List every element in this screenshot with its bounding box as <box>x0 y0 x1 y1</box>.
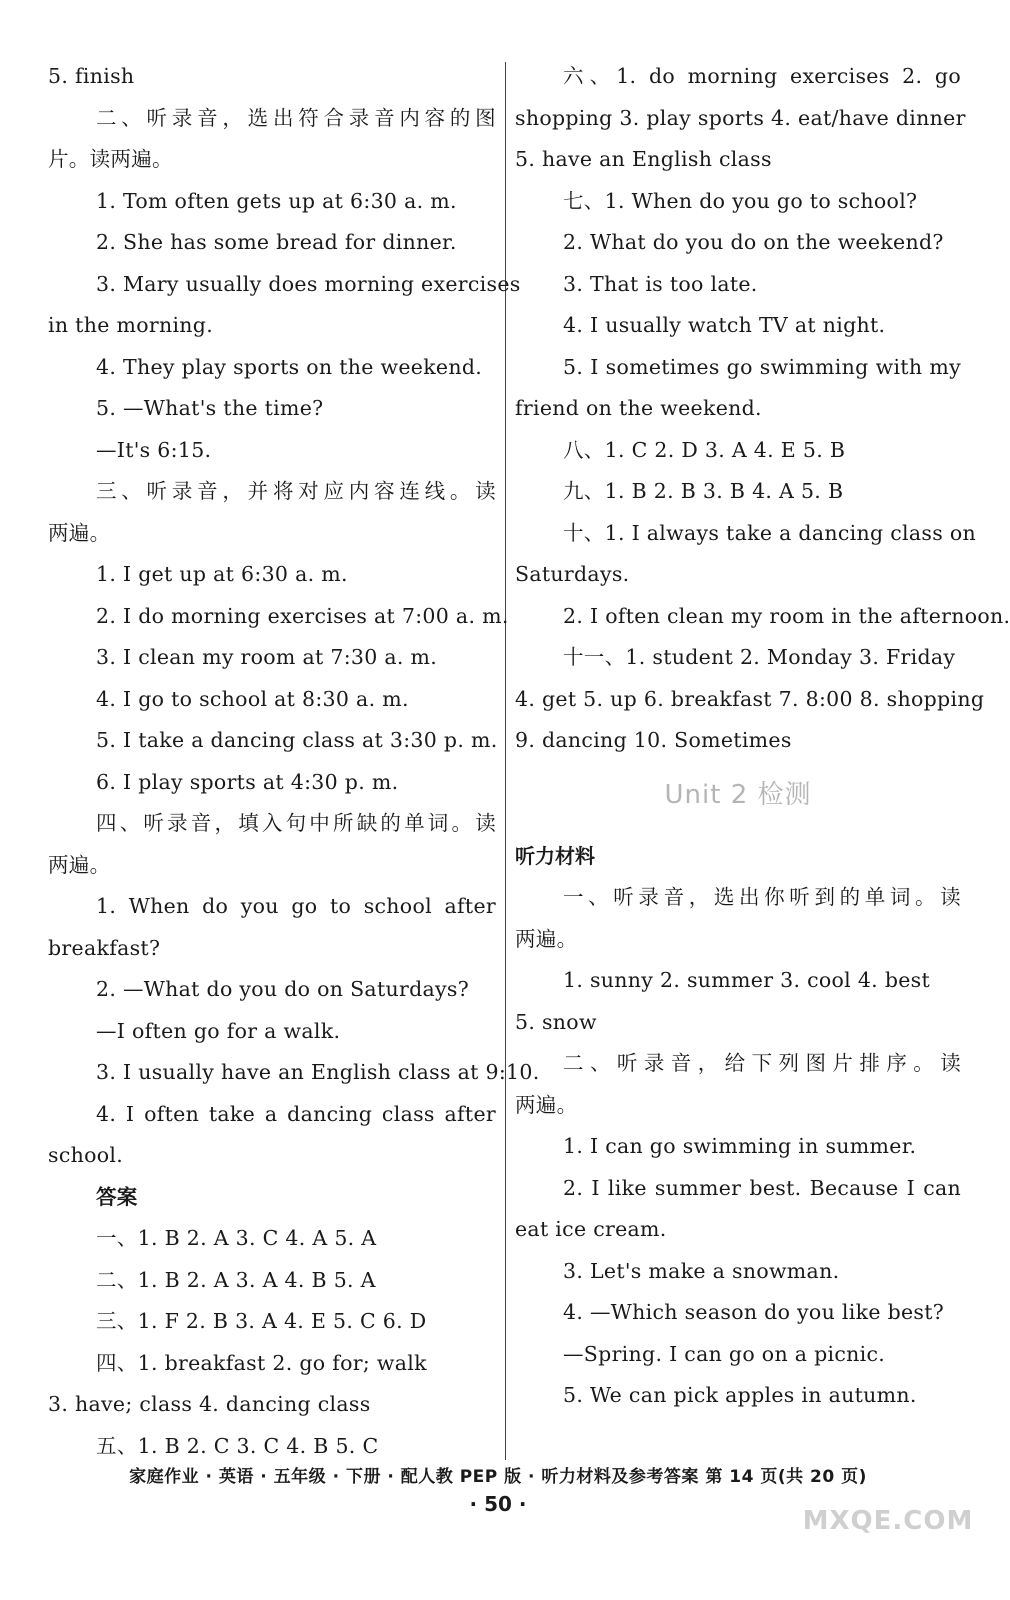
text-line: 3. I usually have an English class at 9:10. <box>96 1060 540 1084</box>
text-line: 5. We can pick apples in autumn. <box>563 1383 917 1407</box>
page-footer: 家庭作业 · 英语 · 五年级 · 下册 · 配人教 PEP 版 · 听力材料及参考答案 第 14 页(共 20 页) <box>129 1467 867 1487</box>
text-line: 一、听录音，选出你听到的单词。读 <box>563 885 961 909</box>
text-line: 十一、1. student 2. Monday 3. Friday <box>563 645 956 669</box>
text-line: in the morning. <box>48 313 214 337</box>
text-line: school. <box>48 1143 124 1167</box>
text-line: 1. Tom often gets up at 6:30 a. m. <box>96 188 457 213</box>
text-line: —Spring. I can go on a picnic. <box>563 1341 886 1366</box>
text-line: 3. Mary usually does morning exercises <box>96 271 521 296</box>
watermark-url: MXQE.COM <box>802 1506 974 1536</box>
section-heading: 听力材料 <box>515 843 595 868</box>
text-line: 2. I do morning exercises at 7:00 a. m. <box>96 603 509 628</box>
text-line: 5. snow <box>515 1009 597 1034</box>
text-line: 4. get 5. up 6. breakfast 7. 8:00 8. shopping <box>515 686 985 711</box>
right-column <box>515 56 1010 1417</box>
text-line: 3. have; class 4. dancing class <box>48 1392 371 1416</box>
text-line: 5. I take a dancing class at 3:30 p. m. <box>96 728 498 752</box>
text-line: 5. I sometimes go swimming with my <box>563 354 961 379</box>
text-line: 1. When do you go to school after <box>96 894 496 918</box>
text-line: 两遍。 <box>48 520 111 545</box>
text-line: 片。读两遍。 <box>48 147 173 171</box>
text-line: 2. I like summer best. Because I can <box>563 1175 961 1200</box>
text-line: 5. —What's the time? <box>96 396 324 420</box>
text-line: 1. I can go swimming in summer. <box>563 1134 917 1158</box>
text-line: 5. have an English class <box>515 147 772 171</box>
text-line: 答案 <box>96 1184 138 1209</box>
text-line: 1. I get up at 6:30 a. m. <box>96 562 348 586</box>
text-line: 二、听录音，给下列图片排序。读 <box>563 1051 961 1075</box>
text-line: 4. I usually watch TV at night. <box>563 313 886 337</box>
text-line: —It's 6:15. <box>96 437 212 462</box>
text-line: friend on the weekend. <box>515 396 762 420</box>
text-line: 5. finish <box>48 64 135 88</box>
text-line: 三、听录音，并将对应内容连线。读 <box>96 479 496 503</box>
text-line: 五、1. B 2. C 3. C 4. B 5. C <box>96 1433 379 1458</box>
text-line: eat ice cream. <box>515 1217 667 1241</box>
text-line: shopping 3. play sports 4. eat/have dinner <box>515 105 966 130</box>
text-line: 两遍。 <box>515 1092 578 1117</box>
text-line: breakfast? <box>48 935 161 960</box>
text-line: 八、1. C 2. D 3. A 4. E 5. B <box>563 437 846 462</box>
text-line: 二、1. B 2. A 3. A 4. B 5. A <box>96 1267 376 1292</box>
text-line: 6. I play sports at 4:30 p. m. <box>96 769 399 794</box>
text-line: 2. She has some bread for dinner. <box>96 230 457 254</box>
text-line: 3. Let's make a snowman. <box>563 1258 840 1283</box>
text-line: 两遍。 <box>515 926 578 951</box>
text-line: 4. I go to school at 8:30 a. m. <box>96 686 409 711</box>
text-line: 十、1. I always take a dancing class on <box>563 520 977 545</box>
text-line: 3. That is too late. <box>563 271 758 296</box>
text-line: Saturdays. <box>515 562 630 586</box>
left-column <box>48 56 540 1467</box>
text-line: 2. I often clean my room in the afternoon. <box>563 603 1010 628</box>
text-line: 四、1. breakfast 2. go for; walk <box>96 1350 427 1375</box>
text-line: 一、1. B 2. A 3. C 4. A 5. A <box>96 1226 377 1250</box>
text-line: 4. —Which season do you like best? <box>563 1300 945 1324</box>
text-line: 4. They play sports on the weekend. <box>96 354 483 379</box>
text-line: 两遍。 <box>48 852 111 877</box>
text-line: 六、1. do morning exercises 2. go <box>563 64 961 88</box>
text-line: 四、听录音，填入句中所缺的单词。读 <box>96 811 496 835</box>
text-line: 三、1. F 2. B 3. A 4. E 5. C 6. D <box>96 1309 427 1333</box>
right-column-answers <box>515 56 1010 762</box>
text-line: 9. dancing 10. Sometimes <box>515 728 792 752</box>
text-line: 2. What do you do on the weekend? <box>563 230 944 254</box>
text-line: 二、听录音，选出符合录音内容的图 <box>96 105 496 130</box>
text-line: —I often go for a walk. <box>96 1018 341 1043</box>
text-line: 九、1. B 2. B 3. B 4. A 5. B <box>563 479 844 503</box>
watermark-logo <box>788 1506 988 1590</box>
unit-title: Unit 2 检测 <box>664 779 812 810</box>
text-line: 1. sunny 2. summer 3. cool 4. best <box>563 968 931 992</box>
text-line: 七、1. When do you go to school? <box>563 188 918 213</box>
page-number: · 50 · <box>469 1492 527 1516</box>
text-line: 4. I often take a dancing class after <box>96 1101 496 1126</box>
text-line: 2. —What do you do on Saturdays? <box>96 977 470 1001</box>
text-line: 3. I clean my room at 7:30 a. m. <box>96 645 438 669</box>
right-column-listening <box>515 877 961 1417</box>
